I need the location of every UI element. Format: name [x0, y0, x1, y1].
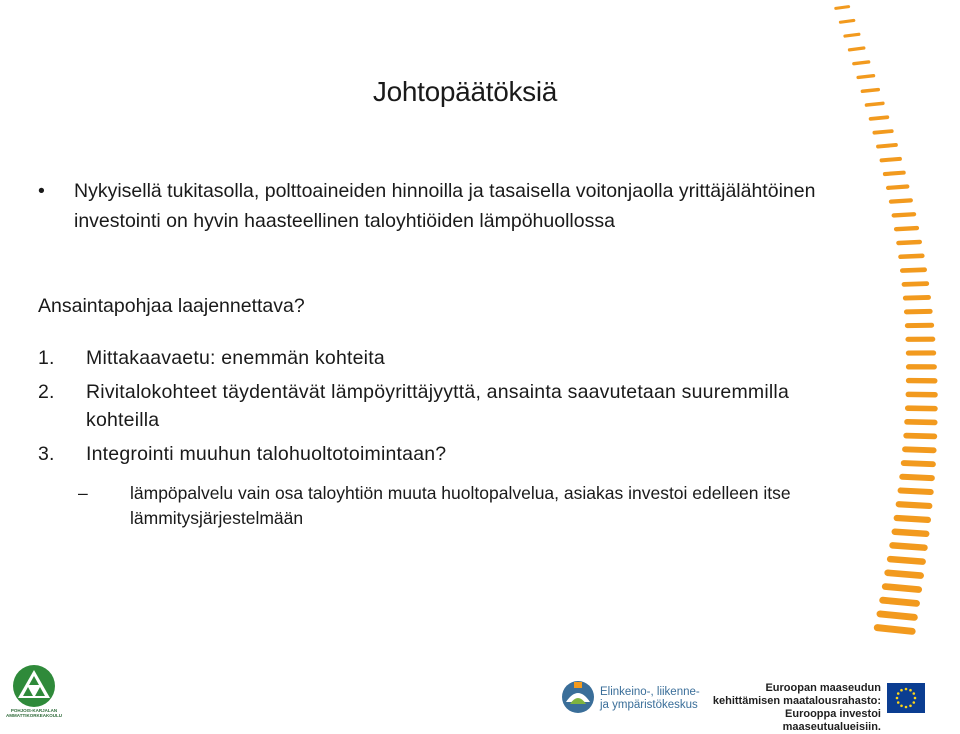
list-item [38, 440, 828, 468]
curve-stroke [883, 170, 906, 176]
curve-stroke [891, 212, 916, 218]
curve-stroke [839, 19, 856, 24]
eu-star [905, 706, 908, 709]
curve-stroke [895, 501, 932, 509]
curve-stroke [904, 419, 937, 425]
list-number: 2. [38, 381, 55, 403]
eu-flag-icon [887, 683, 925, 713]
ely-text: Elinkeino-, liikenne- ja ympäristökeskus [600, 686, 700, 711]
list-item [38, 344, 828, 372]
eu-star [909, 704, 912, 707]
karelia-caption: POHJOIS-KARJALAN AMMATTIKORKEAKOULU [6, 708, 62, 718]
ely-logo [560, 678, 710, 718]
bullet-text: Nykyisellä tukitasolla, polttoaineiden hinnoilla ja tasaisella voitonjaolla yrittäjälähtöinen investointi on hyvin haasteellinen taloyhtiöiden lämpöhuollossa [74, 180, 816, 232]
curve-stroke [852, 60, 871, 66]
curve-stroke [848, 46, 866, 51]
karelia-logo [2, 664, 66, 720]
curve-stroke [906, 378, 938, 384]
curve-stroke [906, 350, 936, 355]
eu-fund-text: Euroopan maaseudun kehittämisen maatalousrahasto: Eurooppa investoi maaseutualueisiin. [712, 682, 881, 733]
bullet-marker: • [38, 180, 45, 202]
curve-stroke [904, 309, 933, 315]
eu-star [914, 697, 917, 700]
eu-star [897, 701, 900, 704]
curve-stroke [905, 405, 938, 411]
karelia-triangle-icon [2, 664, 66, 708]
list-number: 1. [38, 347, 55, 369]
curve-stroke [903, 295, 931, 301]
curve-stroke [896, 240, 922, 246]
curve-stroke [869, 115, 890, 121]
sub-text: lämpöpalvelu vain osa taloyhtiön muuta huoltopalvelua, asiakas investoi edelleen itse lämmitysjärjestelmään [130, 483, 791, 528]
curve-stroke [879, 157, 902, 163]
curve-stroke [898, 253, 925, 259]
curve-stroke [901, 460, 936, 467]
curve-stroke [876, 610, 918, 621]
eu-star [897, 692, 900, 695]
curve-stroke [893, 515, 931, 524]
eu-star [909, 689, 912, 692]
list-text: Mittakaavaetu: enemmän kohteita [86, 347, 385, 369]
eu-star [912, 701, 915, 704]
sub-marker: – [78, 483, 88, 503]
list-number: 3. [38, 443, 55, 465]
section-heading: Ansaintapohjaa laajennettava? [38, 295, 305, 317]
curve-stroke [882, 583, 923, 593]
curve-stroke [905, 337, 935, 342]
curve-stroke [887, 556, 926, 566]
curve-stroke [906, 392, 938, 398]
curve-stroke [899, 474, 935, 482]
curve-stroke [889, 198, 913, 204]
curve-stroke [891, 528, 929, 537]
curve-stroke [884, 569, 924, 579]
curve-stroke [886, 184, 910, 190]
eu-star [912, 692, 915, 695]
bullet-item [38, 176, 828, 236]
list-text: Rivitalokohteet täydentävät lämpöyrittäjyyttä, ansainta saavutetaan suuremmilla kohteilla [86, 381, 789, 431]
sub-item [78, 481, 818, 531]
curve-stroke [879, 596, 920, 607]
eu-star [905, 688, 908, 691]
numbered-list [38, 344, 828, 474]
curve-stroke [894, 226, 919, 232]
curve-stroke [873, 624, 916, 635]
curve-stroke [872, 129, 893, 135]
eu-star [900, 689, 903, 692]
curve-stroke [903, 433, 937, 440]
curve-stroke [834, 5, 850, 10]
curve-stroke [900, 267, 927, 273]
eu-star [900, 704, 903, 707]
curve-stroke [902, 281, 930, 287]
ely-emblem-icon [560, 678, 596, 716]
slide-title: Johtopäätöksiä [372, 76, 558, 107]
list-text: Integrointi muuhun talohuoltotoimintaan? [86, 443, 447, 465]
curve-stroke [843, 32, 860, 37]
list-item [38, 378, 828, 434]
curve-stroke [905, 323, 934, 328]
curve-stroke [876, 143, 898, 149]
curve-stroke [897, 487, 933, 495]
eu-star [896, 697, 899, 700]
curve-stroke [902, 446, 937, 453]
curve-stroke [889, 542, 928, 551]
curve-stroke [906, 364, 937, 369]
